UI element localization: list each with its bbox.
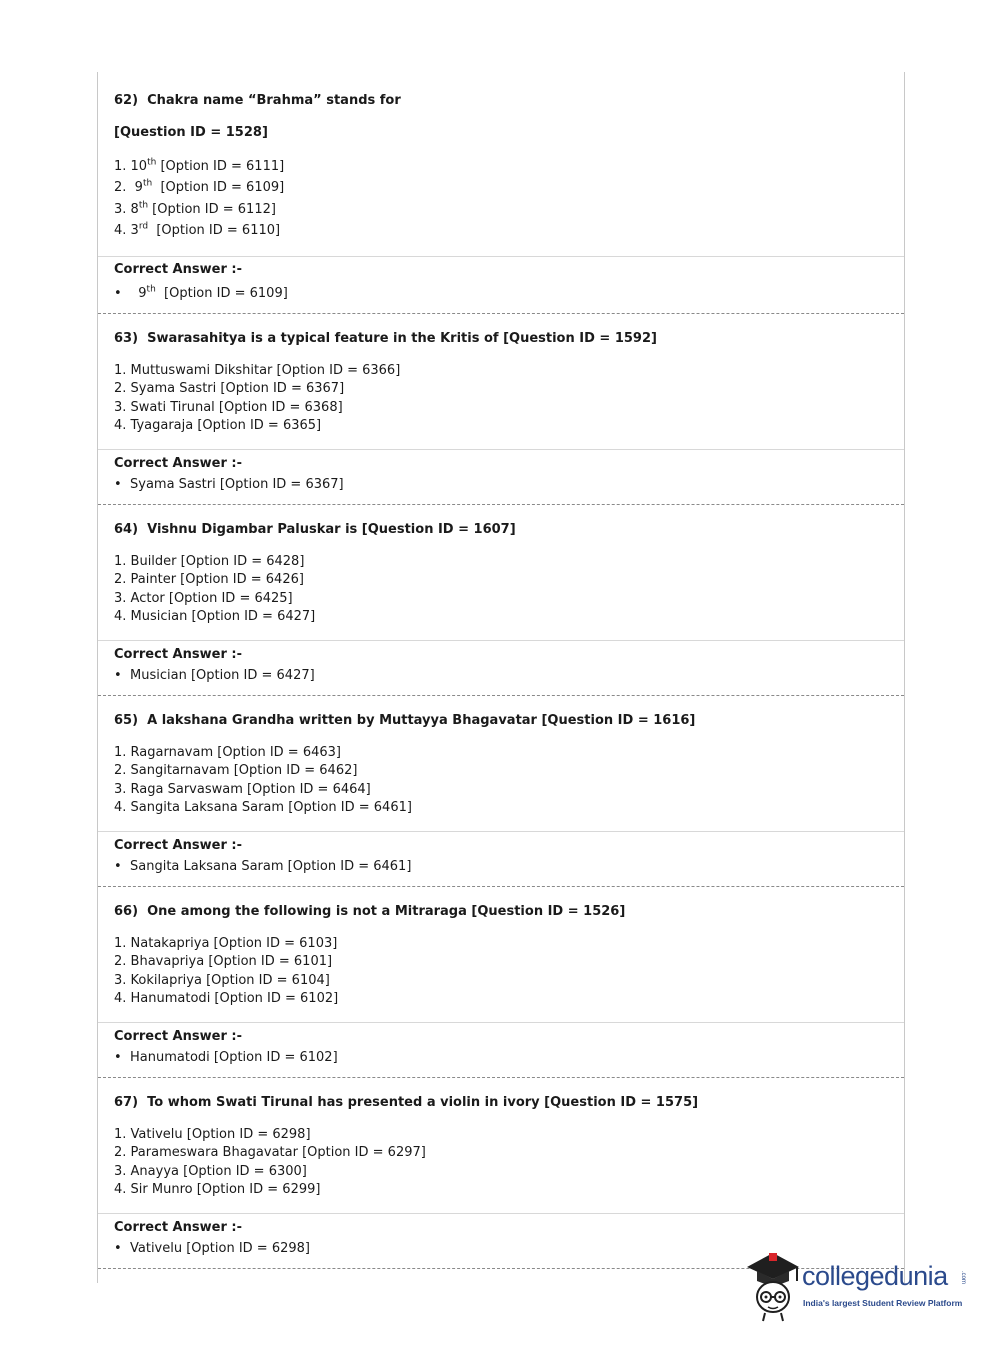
option-2: 2. Syama Sastri [Option ID = 6367] (114, 381, 345, 396)
correct-answer-label: Correct Answer :- (114, 1220, 242, 1235)
divider (98, 640, 904, 641)
option-4: 4. Hanumatodi [Option ID = 6102] (114, 991, 339, 1006)
question-separator (98, 313, 904, 314)
option-4: 4. Tyagaraja [Option ID = 6365] (114, 418, 322, 433)
option-3: 3. Anayya [Option ID = 6300] (114, 1164, 307, 1179)
question-title: 64) Vishnu Digambar Paluskar is [Question ID = 1607] (114, 522, 516, 537)
option-1: 1. Muttuswami Dikshitar [Option ID = 6366] (114, 363, 401, 378)
correct-answer-label: Correct Answer :- (114, 456, 242, 471)
correct-answer: • Vativelu [Option ID = 6298] (114, 1241, 310, 1256)
question-title: 66) One among the following is not a Mitraraga [Question ID = 1526] (114, 904, 626, 919)
logo-tagline: India's largest Student Review Platform (803, 1298, 963, 1308)
divider (98, 256, 904, 257)
question-title: 67) To whom Swati Tirunal has presented a violin in ivory [Question ID = 1575] (114, 1095, 699, 1110)
divider (98, 449, 904, 450)
option-3: 3. Raga Sarvaswam [Option ID = 6464] (114, 782, 371, 797)
correct-answer: • Sangita Laksana Saram [Option ID = 6461] (114, 859, 412, 874)
option-1: 1. Natakapriya [Option ID = 6103] (114, 936, 338, 951)
option-4: 4. Sir Munro [Option ID = 6299] (114, 1182, 321, 1197)
option-1: 1. Ragarnavam [Option ID = 6463] (114, 745, 341, 760)
option-4: 4. Musician [Option ID = 6427] (114, 609, 316, 624)
mascot-icon (743, 1247, 803, 1323)
option-4: 4. Sangita Laksana Saram [Option ID = 6461] (114, 800, 412, 815)
divider (98, 1213, 904, 1214)
option-3: 3. Actor [Option ID = 6425] (114, 591, 293, 606)
correct-answer-label: Correct Answer :- (114, 262, 242, 277)
correct-answer-label: Correct Answer :- (114, 647, 242, 662)
option-2: 2. Parameswara Bhagavatar [Option ID = 6297] (114, 1145, 426, 1160)
question-sheet (97, 72, 905, 1283)
option-2: 2. Bhavapriya [Option ID = 6101] (114, 954, 333, 969)
collegedunia-logo (743, 1247, 973, 1323)
option-4: 4. 3rd [Option ID = 6110] (114, 221, 281, 238)
correct-answer: • Hanumatodi [Option ID = 6102] (114, 1050, 338, 1065)
correct-answer-label: Correct Answer :- (114, 1029, 242, 1044)
correct-answer-label: Correct Answer :- (114, 838, 242, 853)
option-3: 3. Swati Tirunal [Option ID = 6368] (114, 400, 343, 415)
logo-wordmark: collegedunia (802, 1261, 948, 1291)
divider (98, 1022, 904, 1023)
divider (98, 831, 904, 832)
option-3: 3. Kokilapriya [Option ID = 6104] (114, 973, 330, 988)
option-1: 1. 10th [Option ID = 6111] (114, 157, 285, 174)
question-separator (98, 886, 904, 887)
option-1: 1. Vativelu [Option ID = 6298] (114, 1127, 311, 1142)
logo-suffix: .com (960, 1271, 966, 1285)
correct-answer: • Musician [Option ID = 6427] (114, 668, 315, 683)
option-2: 2. Sangitarnavam [Option ID = 6462] (114, 763, 358, 778)
question-id: [Question ID = 1528] (114, 125, 268, 140)
option-2: 2. Painter [Option ID = 6426] (114, 572, 304, 587)
question-separator (98, 504, 904, 505)
correct-answer: • 9th [Option ID = 6109] (114, 284, 288, 301)
option-2: 2. 9th [Option ID = 6109] (114, 178, 285, 195)
question-title: 65) A lakshana Grandha written by Muttayya Bhagavatar [Question ID = 1616] (114, 713, 696, 728)
option-3: 3. 8th [Option ID = 6112] (114, 200, 276, 217)
correct-answer: • Syama Sastri [Option ID = 6367] (114, 477, 344, 492)
question-separator (98, 1077, 904, 1078)
question-title: 62) Chakra name “Brahma” stands for (114, 93, 401, 108)
question-separator (98, 695, 904, 696)
option-1: 1. Builder [Option ID = 6428] (114, 554, 305, 569)
question-title: 63) Swarasahitya is a typical feature in the Kritis of [Question ID = 1592] (114, 331, 657, 346)
